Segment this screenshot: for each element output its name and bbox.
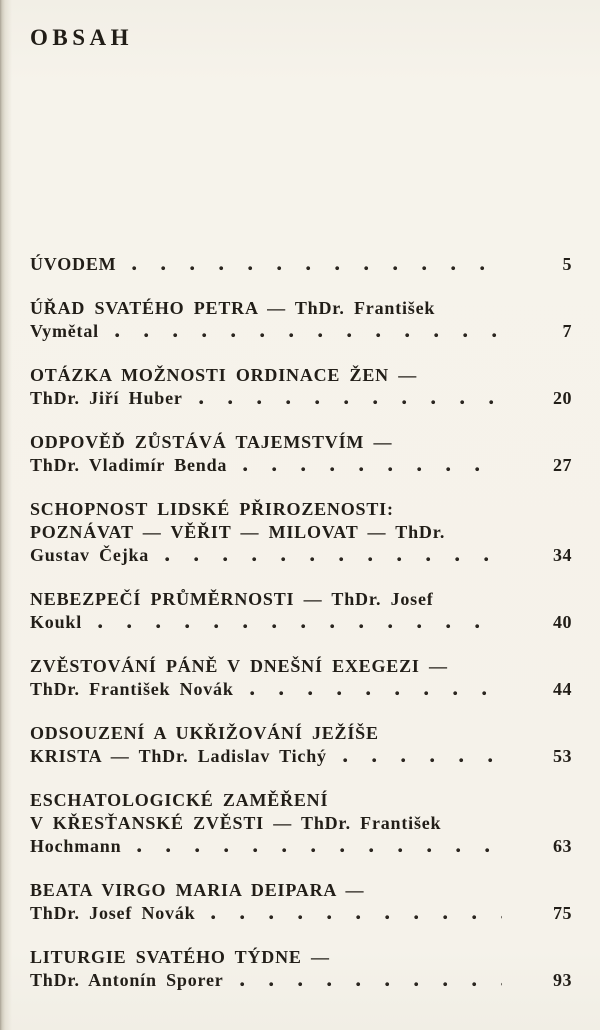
page-title: OBSAH: [30, 25, 134, 50]
page-gutter-shadow: [0, 0, 12, 1030]
toc-entry-line: [30, 588, 572, 611]
page-number: 75: [553, 903, 572, 923]
dot-leader: [165, 544, 502, 567]
toc-entry-text: ODSOUZENÍ A UKŘIŽOVÁNÍ JEŽÍŠE: [30, 723, 379, 743]
toc-entry: [30, 946, 572, 992]
toc-entry-text: ZVĚSTOVÁNÍ PÁNĚ V DNEŠNÍ EXEGEZI —: [30, 656, 448, 676]
toc-entry-text: POZNÁVAT — VĚŘIT — MILOVAT — ThDr.: [30, 522, 446, 542]
dot-leader: [115, 320, 502, 343]
toc-entry-text: Vymětal: [30, 321, 99, 341]
toc-entry: [30, 722, 572, 768]
toc-entry-line: [30, 521, 572, 544]
toc-entry: [30, 588, 572, 634]
toc-entry-line: [30, 364, 572, 387]
toc-entry-last-line: [30, 611, 572, 634]
page-number: 63: [553, 836, 572, 856]
toc-entry-text: Gustav Čejka: [30, 545, 150, 565]
dot-leader: [199, 387, 502, 410]
toc-entry-line: [30, 431, 572, 454]
toc-entry-line: [30, 789, 572, 812]
toc-entry: [30, 253, 572, 276]
toc-entry-text: ThDr. Jiří Huber: [30, 388, 183, 408]
toc-entry-last-line: [30, 387, 572, 410]
dot-leader: [132, 253, 502, 276]
dot-leader: [343, 745, 502, 768]
toc-entry-text: Koukl: [30, 612, 83, 632]
toc-entry-last-line: [30, 320, 572, 343]
toc-entry-line: [30, 879, 572, 902]
toc-list: [30, 253, 572, 992]
toc-entry-text: OTÁZKA MOŽNOSTI ORDINACE ŽEN —: [30, 365, 418, 385]
page-number: 93: [553, 970, 572, 990]
page-number: 20: [553, 388, 572, 408]
page-number: 7: [562, 321, 572, 341]
toc-entry-line: [30, 498, 572, 521]
toc-entry: [30, 789, 572, 858]
toc-entry-text: NEBEZPEČÍ PRŮMĚRNOSTI — ThDr. Josef: [30, 589, 434, 609]
toc-entry-text: ThDr. František Novák: [30, 679, 234, 699]
toc-entry-text: Hochmann: [30, 836, 122, 856]
toc-entry-last-line: [30, 745, 572, 768]
toc-entry-last-line: [30, 835, 572, 858]
dot-leader: [240, 969, 502, 992]
toc-entry-last-line: [30, 969, 572, 992]
toc-entry-line: [30, 722, 572, 745]
toc-entry-text: ESCHATOLOGICKÉ ZAMĚŘENÍ: [30, 790, 329, 810]
toc-entry-text: ÚVODEM: [30, 254, 117, 274]
dot-leader: [98, 611, 502, 634]
toc-entry-text: ThDr. Josef Novák: [30, 903, 196, 923]
page-number: 5: [562, 254, 572, 274]
dot-leader: [211, 902, 502, 925]
dot-leader: [250, 678, 502, 701]
toc-entry-text: V KŘESŤANSKÉ ZVĚSTI — ThDr. František: [30, 813, 442, 833]
toc-entry-last-line: [30, 678, 572, 701]
toc-entry: [30, 655, 572, 701]
toc-entry-text: BEATA VIRGO MARIA DEIPARA —: [30, 880, 365, 900]
toc-entry: [30, 297, 572, 343]
toc-entry-text: KRISTA — ThDr. Ladislav Tichý: [30, 746, 327, 766]
toc-entry-line: [30, 297, 572, 320]
page-number: 40: [553, 612, 572, 632]
toc-entry-line: [30, 812, 572, 835]
toc-entry-last-line: [30, 253, 572, 276]
toc-entry: [30, 498, 572, 567]
toc-entry-last-line: [30, 544, 572, 567]
toc-entry-text: ODPOVĚĎ ZŮSTÁVÁ TAJEMSTVÍM —: [30, 432, 393, 452]
page-number: 44: [553, 679, 572, 699]
toc-entry-last-line: [30, 902, 572, 925]
toc-entry-text: ThDr. Antonín Sporer: [30, 970, 224, 990]
toc-entry-text: ÚŘAD SVATÉHO PETRA — ThDr. František: [30, 298, 436, 318]
toc-entry-line: [30, 655, 572, 678]
toc-entry-text: ThDr. Vladimír Benda: [30, 455, 228, 475]
toc-entry: [30, 364, 572, 410]
dot-leader: [243, 454, 502, 477]
dot-leader: [137, 835, 502, 858]
toc-entry-line: [30, 946, 572, 969]
toc-entry-last-line: [30, 454, 572, 477]
page-number: 34: [553, 545, 572, 565]
page-number: 53: [553, 746, 572, 766]
toc-entry-text: SCHOPNOST LIDSKÉ PŘIROZENOSTI:: [30, 499, 394, 519]
page-number: 27: [553, 455, 572, 475]
toc-entry: [30, 431, 572, 477]
toc-entry-text: LITURGIE SVATÉHO TÝDNE —: [30, 947, 330, 967]
toc-entry: [30, 879, 572, 925]
